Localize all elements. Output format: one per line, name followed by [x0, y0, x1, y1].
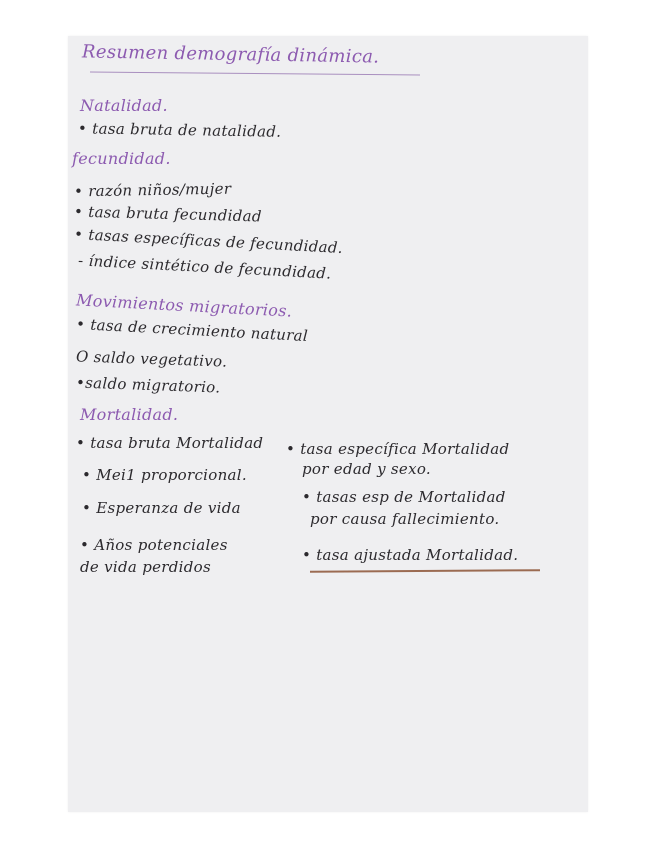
- mortalidad-left-item: de vida perdidos: [80, 558, 212, 576]
- mortalidad-right-item: • tasa específica Mortalidad: [286, 440, 510, 458]
- mortalidad-left-item: • Años potenciales: [80, 536, 228, 554]
- heading-movimientos: Movimientos migratorios.: [75, 290, 293, 321]
- page-title: Resumen demografía dinámica.: [81, 41, 380, 68]
- fecundidad-item: • tasas específicas de fecundidad.: [73, 224, 344, 258]
- mortalidad-left-item: • Mei1 proporcional.: [82, 466, 247, 484]
- mortalidad-left-item: • Esperanza de vida: [82, 499, 241, 517]
- movimientos-item: O saldo vegetativo.: [75, 347, 228, 371]
- heading-natalidad: Natalidad.: [80, 96, 168, 115]
- natalidad-item: • tasa bruta de natalidad.: [77, 119, 282, 141]
- movimientos-item: • tasa de crecimiento natural: [75, 314, 309, 346]
- heading-fecundidad: fecundidad.: [72, 149, 171, 168]
- fecundidad-item: - índice sintético de fecundidad.: [77, 251, 332, 283]
- fecundidad-item: • razón niños/mujer: [73, 179, 232, 201]
- mortalidad-right-item: por causa fallecimiento.: [310, 510, 500, 528]
- heading-mortalidad: Mortalidad.: [80, 405, 179, 424]
- fecundidad-item: • tasa bruta fecundidad: [73, 202, 262, 226]
- mortalidad-right-item: • tasas esp de Mortalidad: [302, 488, 506, 506]
- mortalidad-left-item: • tasa bruta Mortalidad: [76, 434, 264, 452]
- movimientos-item: •saldo migratorio.: [75, 373, 221, 397]
- mortalidad-right-item: • tasa ajustada Mortalidad.: [302, 546, 519, 564]
- mortalidad-right-item: por edad y sexo.: [302, 460, 431, 478]
